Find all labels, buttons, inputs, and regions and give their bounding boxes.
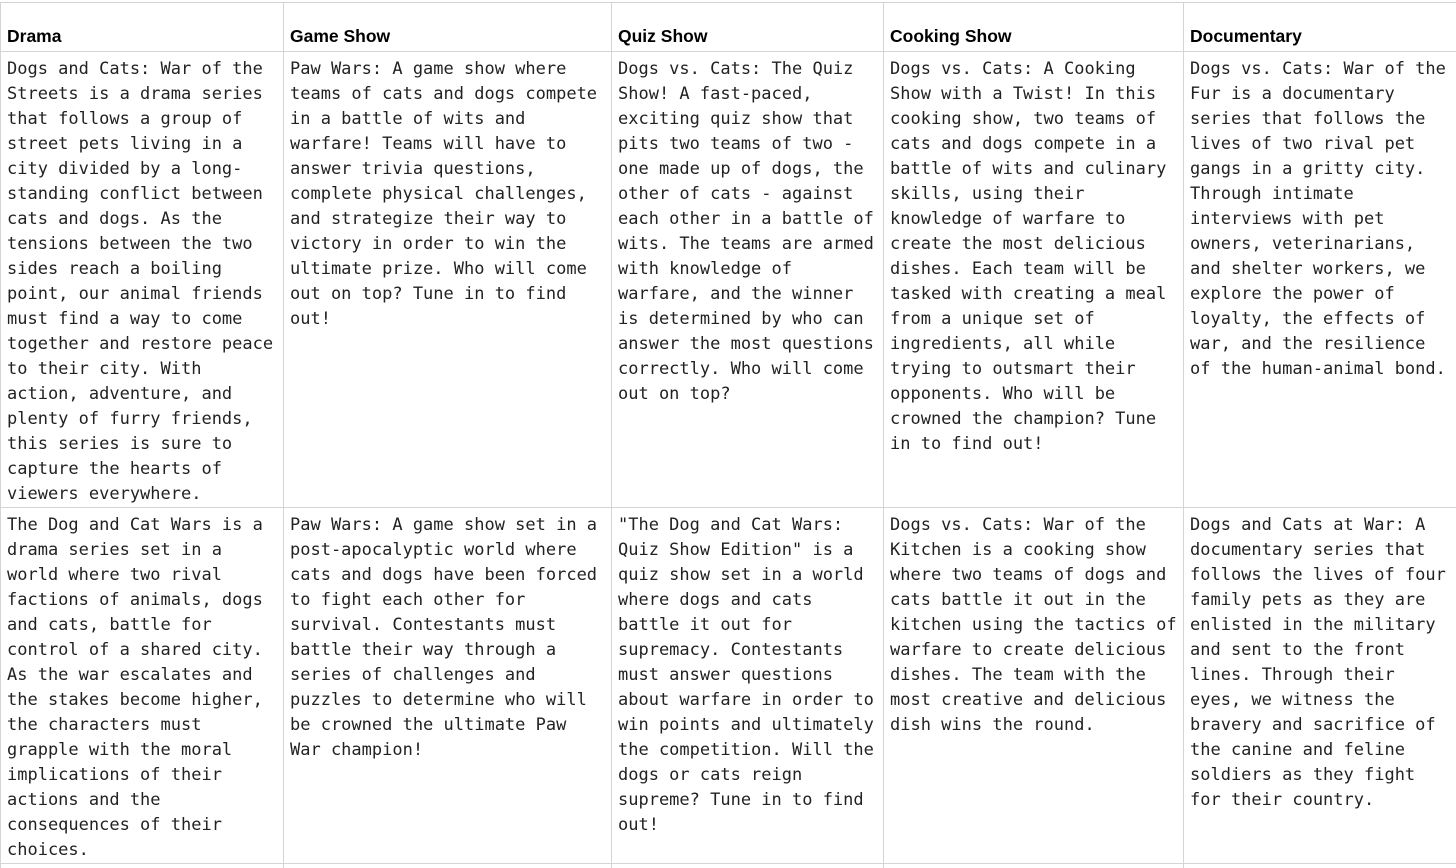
cell-game-show-2[interactable]: Paw Wars: A game show set in a post-apocalyptic world where cats and dogs have been forced to fight each other for survival. Contestants must battle their way through a series of challenges and puzzles to determine who will be crowned the ultimate Paw War champion!	[284, 508, 612, 864]
table-row-empty	[1, 864, 1456, 868]
empty-cell[interactable]	[884, 864, 1184, 868]
header-cell-game-show[interactable]: Game Show	[284, 3, 612, 52]
cell-documentary-1[interactable]: Dogs vs. Cats: War of the Fur is a documentary series that follows the lives of two rival pet gangs in a gritty city. Through intimate interviews with pet owners, veterinarians, and shelter workers, we explore the power of loyalty, the effects of war, and the resilience of the human-animal bond.	[1184, 52, 1456, 508]
header-cell-quiz-show[interactable]: Quiz Show	[612, 3, 884, 52]
cell-cooking-show-1[interactable]: Dogs vs. Cats: A Cooking Show with a Twist! In this cooking show, two teams of cats and dogs compete in a battle of wits and culinary skills, using their knowledge of warfare to create the most delicious dishes. Each team will be tasked with creating a meal from a unique set of ingredients, all while trying to outsmart their opponents. Who will be crowned the champion? Tune in to find out!	[884, 52, 1184, 508]
header-cell-drama[interactable]: Drama	[1, 3, 284, 52]
spreadsheet-grid	[0, 2, 1456, 868]
header-row	[1, 3, 1456, 52]
empty-cell[interactable]	[612, 864, 884, 868]
cell-drama-2[interactable]: The Dog and Cat Wars is a drama series set in a world where two rival factions of animals, dogs and cats, battle for control of a shared city. As the war escalates and the stakes become higher, the characters must grapple with the moral implications of their actions and the consequences of their choices.	[1, 508, 284, 864]
empty-cell[interactable]	[1, 864, 284, 868]
cell-game-show-1[interactable]: Paw Wars: A game show where teams of cats and dogs compete in a battle of wits and warfare! Teams will have to answer trivia questions, complete physical challenges, and strategize their way to victory in order to win the ultimate prize. Who will come out on top? Tune in to find out!	[284, 52, 612, 508]
table-row	[1, 52, 1456, 508]
table-row	[1, 508, 1456, 864]
header-cell-cooking-show[interactable]: Cooking Show	[884, 3, 1184, 52]
cell-cooking-show-2[interactable]: Dogs vs. Cats: War of the Kitchen is a cooking show where two teams of dogs and cats battle it out in the kitchen using the tactics of warfare to create delicious dishes. The team with the most creative and delicious dish wins the round.	[884, 508, 1184, 864]
empty-cell[interactable]	[1184, 864, 1456, 868]
empty-cell[interactable]	[284, 864, 612, 868]
header-cell-documentary[interactable]: Documentary	[1184, 3, 1456, 52]
cell-quiz-show-1[interactable]: Dogs vs. Cats: The Quiz Show! A fast-paced, exciting quiz show that pits two teams of two - one made up of dogs, the other of cats - against each other in a battle of wits. The teams are armed with knowledge of warfare, and the winner is determined by who can answer the most questions correctly. Who will come out on top?	[612, 52, 884, 508]
cell-quiz-show-2[interactable]: "The Dog and Cat Wars: Quiz Show Edition" is a quiz show set in a world where dogs and cats battle it out for supremacy. Contestants must answer questions about warfare in order to win points and ultimately the competition. Will the dogs or cats reign supreme? Tune in to find out!	[612, 508, 884, 864]
tv-show-table	[0, 2, 1456, 868]
cell-drama-1[interactable]: Dogs and Cats: War of the Streets is a drama series that follows a group of street pets living in a city divided by a long-standing conflict between cats and dogs. As the tensions between the two sides reach a boiling point, our animal friends must find a way to come together and restore peace to their city. With action, adventure, and plenty of furry friends, this series is sure to capture the hearts of viewers everywhere.	[1, 52, 284, 508]
cell-documentary-2[interactable]: Dogs and Cats at War: A documentary series that follows the lives of four family pets as they are enlisted in the military and sent to the front lines. Through their eyes, we witness the bravery and sacrifice of the canine and feline soldiers as they fight for their country.	[1184, 508, 1456, 864]
